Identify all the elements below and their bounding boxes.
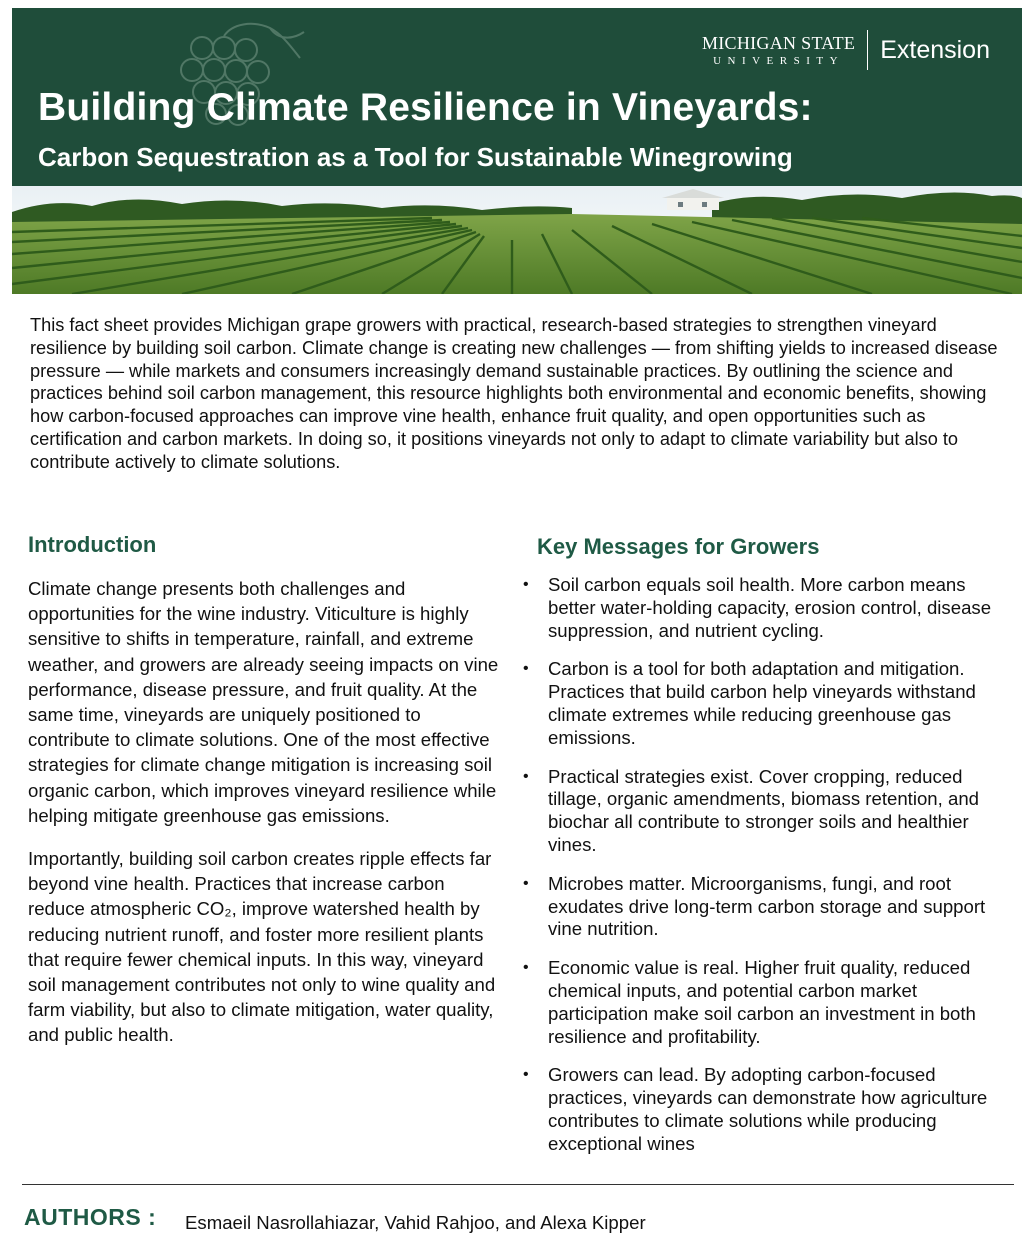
header-banner: [12, 8, 1022, 186]
page-subtitle: Carbon Sequestration as a Tool for Sustainable Winegrowing: [38, 142, 793, 172]
key-messages-heading: Key Messages for Growers: [537, 534, 820, 559]
introduction-paragraph-1: Climate change presents both challenges and opportunities for the wine industry. Viticulture is highly sensitive to shifts in temperature, rainfall, and extreme weather, and growers are already seeing impacts on vine performance, disease pressure, and fruit quality. At the same time, vineyards are uniquely positioned to contribute to climate solutions. One of the most effective strategies for climate change mitigation is increasing soil organic carbon, which improves vineyard resilience while helping mitigate greenhouse gas emissions.: [28, 578, 499, 826]
authors-label: AUTHORS :: [24, 1204, 157, 1230]
vineyard-photo: [12, 186, 1022, 294]
bullet-icon: •: [523, 660, 529, 678]
authors-names: Esmaeil Nasrollahiazar, Vahid Rahjoo, and Alexa Kipper: [185, 1212, 646, 1233]
list-item: [518, 766, 1016, 857]
key-message-text: Microbes matter. Microorganisms, fungi, and root exudates drive long-term carbon storage and support vine nutrition.: [548, 872, 986, 940]
msu-extension-logo: [702, 30, 990, 70]
msu-line1: MICHIGAN STATE: [701, 33, 856, 53]
list-item: [518, 873, 1016, 941]
bullet-icon: •: [523, 959, 529, 977]
introduction-section: [28, 576, 506, 1066]
logo-divider: [867, 30, 868, 70]
msu-line2: UNIVERSITY: [713, 55, 845, 67]
list-item: [518, 574, 1016, 642]
key-messages-list: [518, 574, 1016, 1172]
introduction-heading: Introduction: [28, 532, 157, 557]
key-message-text: Carbon is a tool for both adaptation and mitigation. Practices that build carbon help vineyards withstand climate extremes while reducing greenhouse gas emissions.: [548, 658, 976, 748]
footer-divider: [22, 1184, 1014, 1185]
page-title: Building Climate Resilience in Vineyards:: [38, 86, 813, 129]
list-item: [518, 1064, 1016, 1155]
bullet-icon: •: [523, 874, 529, 892]
bullet-icon: •: [523, 576, 529, 593]
extension-label: Extension: [880, 35, 990, 64]
list-item: [518, 957, 1016, 1048]
abstract-paragraph: This fact sheet provides Michigan grape growers with practical, research-based strategies to strengthen vineyard resilience by building soil carbon. Climate change is creating new challenges — from shifting yields to increased disease pressure — while markets and consumers increasingly demand sustainable practices. By outlining the science and practices behind soil carbon management, this resource highlights both environmental and economic benefits, showing how carbon-focused approaches can improve vine health, enhance fruit quality, and open opportunities such as certification and carbon markets. In doing so, it positions vineyards not only to adapt to climate variability but also to contribute actively to climate solutions.: [30, 315, 998, 472]
bullet-icon: •: [523, 1066, 529, 1084]
list-item: [518, 658, 1016, 749]
key-message-text: Economic value is real. Higher fruit quality, reduced chemical inputs, and potential carbon market participation make soil carbon an investment in both resilience and profitability.: [548, 957, 976, 1047]
key-message-text: Soil carbon equals soil health. More carbon means better water-holding capacity, erosion control, disease suppression, and nutrient cycling.: [548, 574, 992, 641]
key-message-text: Practical strategies exist. Cover cropping, reduced tillage, organic amendments, biomass retention, and biochar all contribute to stronger soils and healthier vines.: [548, 765, 979, 855]
msu-wordmark: [702, 33, 855, 67]
introduction-paragraph-2: Importantly, building soil carbon creates ripple effects far beyond vine health. Practices that increase carbon reduce atmospheric CO₂, improve watershed health by reducing nutrient runoff, and foster more resilient plants that require fewer chemical inputs. In this way, vineyard soil management contributes not only to wine quality and farm viability, but also to climate mitigation, water quality, and public health.: [28, 848, 496, 1046]
key-message-text: Growers can lead. By adopting carbon-focused practices, vineyards can demonstrate how agriculture contributes to climate solutions while producing exceptional wines: [548, 1064, 988, 1154]
bullet-icon: •: [523, 767, 529, 785]
